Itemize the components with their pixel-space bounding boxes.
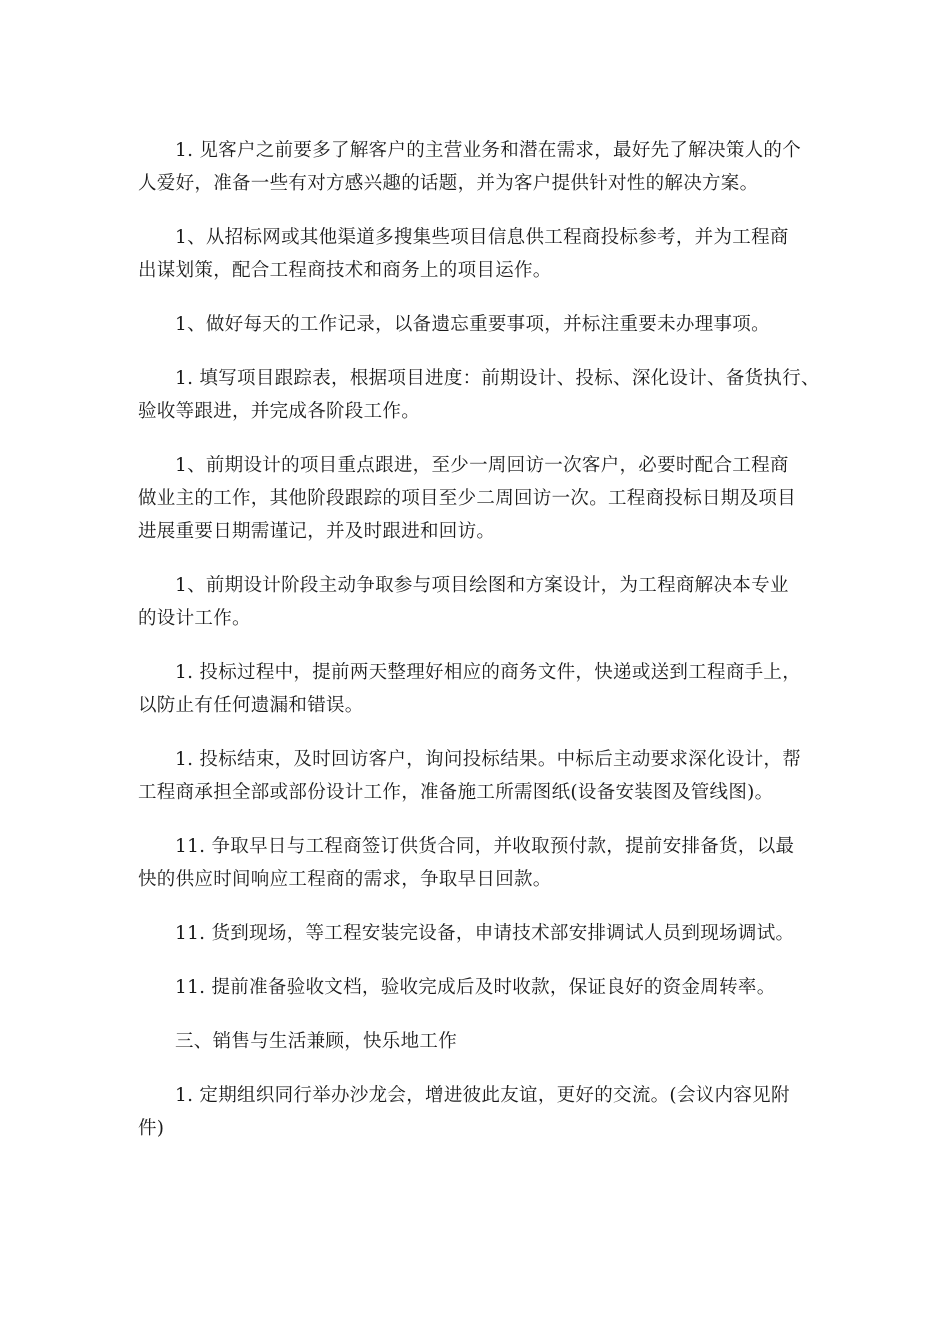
- paragraph-13: [138, 1079, 828, 1145]
- section-heading-text: 三、销售与生活兼顾，快乐地工作: [175, 1031, 458, 1052]
- paragraph-line: 验收等跟进，并完成各阶段工作。: [138, 401, 421, 422]
- paragraph-3: [138, 308, 828, 341]
- paragraph-1: [138, 134, 828, 200]
- paragraph-9: [138, 830, 828, 896]
- paragraph-4: [138, 362, 828, 428]
- paragraph-line: 快的供应时间响应工程商的需求，争取早日回款。: [138, 869, 552, 890]
- paragraph-line: 件): [138, 1118, 165, 1139]
- paragraph-11: [138, 971, 828, 1004]
- document-body: [138, 134, 828, 1166]
- paragraph-line: 1、从招标网或其他渠道多搜集些项目信息供工程商投标参考，并为工程商: [175, 227, 789, 248]
- paragraph-line: 11. 提前准备验收文档，验收完成后及时收款，保证良好的资金周转率。: [175, 977, 776, 998]
- paragraph-8: [138, 743, 828, 809]
- paragraph-line: 1. 投标过程中，提前两天整理好相应的商务文件，快递或送到工程商手上，: [175, 662, 802, 683]
- paragraph-10: [138, 917, 828, 950]
- paragraph-line: 1、做好每天的工作记录，以备遗忘重要事项，并标注重要未办理事项。: [175, 314, 770, 335]
- paragraph-line: 工程商承担全部或部份设计工作，准备施工所需图纸(设备安装图及管线图)。: [138, 782, 774, 803]
- section-heading: [138, 1025, 828, 1058]
- paragraph-line: 1、前期设计阶段主动争取参与项目绘图和方案设计，为工程商解决本专业: [175, 575, 789, 596]
- paragraph-2: [138, 221, 828, 287]
- paragraph-line: 1. 定期组织同行举办沙龙会，增进彼此友谊，更好的交流。(会议内容见附: [175, 1085, 790, 1106]
- paragraph-7: [138, 656, 828, 722]
- paragraph-line: 人爱好，准备一些有对方感兴趣的话题，并为客户提供针对性的解决方案。: [138, 173, 759, 194]
- paragraph-line: 的设计工作。: [138, 608, 251, 629]
- paragraph-line: 11. 货到现场，等工程安装完设备，申请技术部安排调试人员到现场调试。: [175, 923, 795, 944]
- paragraph-line: 1、前期设计的项目重点跟进，至少一周回访一次客户，必要时配合工程商: [175, 455, 789, 476]
- paragraph-5: [138, 449, 828, 548]
- paragraph-line: 做业主的工作，其他阶段跟踪的项目至少二周回访一次。工程商投标日期及项目: [138, 488, 797, 509]
- paragraph-line: 11. 争取早日与工程商签订供货合同，并收取预付款，提前安排备货，以最: [175, 836, 795, 857]
- paragraph-line: 1. 见客户之前要多了解客户的主营业务和潜在需求，最好先了解决策人的个: [175, 140, 802, 161]
- paragraph-line: 进展重要日期需谨记，并及时跟进和回访。: [138, 521, 496, 542]
- paragraph-line: 以防止有任何遗漏和错误。: [138, 695, 364, 716]
- paragraph-line: 1. 投标结束，及时回访客户，询问投标结果。中标后主动要求深化设计，帮: [175, 749, 802, 770]
- paragraph-line: 出谋划策，配合工程商技术和商务上的项目运作。: [138, 260, 552, 281]
- paragraph-6: [138, 569, 828, 635]
- paragraph-line: 1. 填写项目跟踪表，根据项目进度：前期设计、投标、深化设计、备货执行、: [175, 368, 820, 389]
